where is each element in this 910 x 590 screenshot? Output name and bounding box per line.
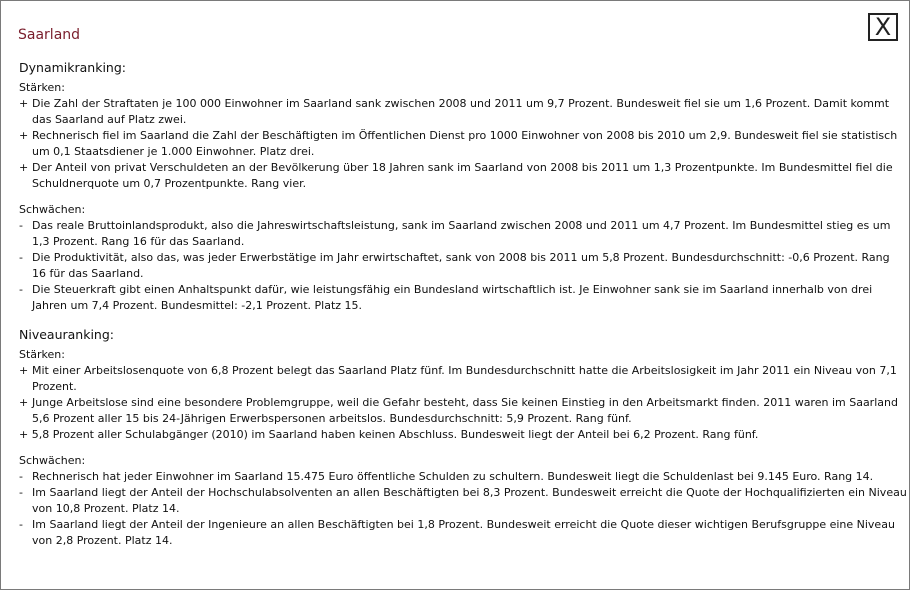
item-text: Die Steuerkraft gibt einen Anhaltspunkt dafür, wie leistungsfähig ein Bundesland wirtschaftlich ist. Je Einwohner sank sie im Saarland innerhalb von drei Jahren um 7,4 Prozent. Bundesmittel: -2,1 Prozent. Platz 15.	[32, 283, 873, 312]
list-item	[19, 250, 907, 282]
list-item	[19, 96, 907, 128]
item-text: Die Zahl der Straftaten je 100 000 Einwohner im Saarland sank zwischen 2008 und 2011 um 9,7 Prozent. Bundesweit fiel sie um 1,6 Prozent. Damit kommt das Saarland auf Platz zwei.	[32, 97, 890, 126]
close-button[interactable]	[868, 13, 898, 41]
strengths-label: Stärken:	[19, 348, 65, 361]
section-dynamikranking	[19, 59, 907, 314]
minus-marker: -	[19, 486, 23, 499]
plus-marker: +	[19, 396, 29, 409]
plus-marker: +	[19, 428, 29, 441]
list-item	[19, 282, 907, 314]
plus-marker: +	[19, 161, 29, 174]
list-item	[19, 160, 907, 192]
list-item	[19, 395, 907, 427]
minus-marker: -	[19, 251, 23, 264]
plus-marker: +	[19, 364, 29, 377]
item-text: Das reale Bruttoinlandsprodukt, also die Jahreswirtschaftsleistung, sank im Saarland zwischen 2008 und 2011 um 4,7 Prozent. Im Bundesmittel stieg es um 1,3 Prozent. Rang 16 für das Saarland.	[32, 219, 891, 248]
minus-marker: -	[19, 518, 23, 531]
weaknesses-list	[19, 218, 907, 314]
plus-marker: +	[19, 97, 29, 110]
list-item	[19, 485, 907, 517]
item-text: Im Saarland liegt der Anteil der Ingenieure an allen Beschäftigten bei 1,8 Prozent. Bundesweit erreicht die Quote dieser wichtigen Berufsgruppe eine Niveau von 2,8 Prozent. Platz 14.	[32, 518, 895, 547]
item-text: 5,8 Prozent aller Schulabgänger (2010) im Saarland haben keinen Abschluss. Bundesweit liegt der Anteil bei 6,2 Prozent. Rang fünf.	[31, 428, 759, 441]
minus-marker: -	[19, 219, 23, 232]
item-text: Rechnerisch fiel im Saarland die Zahl der Beschäftigten im Öffentlichen Dienst pro 1000 Einwohner von 2008 bis 2010 um 2,9. Bundesweit fiel sie statistisch um 0,1 Staatsdiener je 1.000 Einwohner. Platz drei.	[32, 129, 898, 158]
list-item	[19, 218, 907, 250]
list-item	[19, 363, 907, 395]
item-text: Mit einer Arbeitslosenquote von 6,8 Prozent belegt das Saarland Platz fünf. Im Bundesdurchschnitt hatte die Arbeitslosigkeit im Jahr 2011 ein Niveau von 7,1 Prozent.	[32, 364, 897, 393]
list-item	[19, 469, 907, 485]
strengths-label: Stärken:	[19, 81, 65, 94]
strengths-list	[19, 363, 907, 443]
weaknesses-label: Schwächen:	[19, 454, 86, 467]
item-text: Die Produktivität, also das, was jeder Erwerbstätige im Jahr erwirtschaftet, sank von 2008 bis 2011 um 5,8 Prozent. Bundesdurchschnitt: -0,6 Prozent. Rang 16 für das Saarland.	[32, 251, 890, 280]
minus-marker: -	[19, 470, 23, 483]
list-item	[19, 517, 907, 549]
section-heading: Niveauranking:	[19, 327, 114, 342]
plus-marker: +	[19, 129, 29, 142]
item-text: Der Anteil von privat Verschuldeten an der Bevölkerung über 18 Jahren sank im Saarland von 2008 bis 2011 um 1,3 Prozentpunkte. Im Bundesmittel fiel die Schuldnerquote um 0,7 Prozentpunkte. Rang vier.	[32, 161, 893, 190]
dialog-title: Saarland	[18, 27, 81, 43]
ranking-content	[19, 59, 907, 549]
list-item	[19, 427, 907, 443]
item-text: Rechnerisch hat jeder Einwohner im Saarland 15.475 Euro öffentliche Schulden zu schultern. Bundesweit liegt die Schuldenlast bei 9.145 Euro. Rang 14.	[32, 470, 874, 483]
item-text: Junge Arbeitslose sind eine besondere Problemgruppe, weil die Gefahr besteht, dass Sie keinen Einstieg in den Arbeitsmarkt finden. 2011 waren im Saarland 5,6 Prozent aller 15 bis 24-Jährigen Erwerbspersonen arbeitslos. Bundesdurchschnitt: 5,9 Prozent. Rang fünf.	[32, 396, 898, 425]
strengths-list	[19, 96, 907, 192]
list-item	[19, 128, 907, 160]
item-text: Im Saarland liegt der Anteil der Hochschulabsolventen an allen Beschäftigten bei 8,3 Prozent. Bundesweit erreicht die Quote der Hochqualifizierten ein Niveau von 10,8 Prozent. Platz 14.	[32, 486, 907, 515]
close-icon: X	[874, 13, 892, 41]
weaknesses-label: Schwächen:	[19, 203, 86, 216]
minus-marker: -	[19, 283, 23, 296]
weaknesses-list	[19, 469, 907, 549]
section-heading: Dynamikranking:	[19, 60, 126, 75]
section-niveauranking	[19, 326, 907, 549]
